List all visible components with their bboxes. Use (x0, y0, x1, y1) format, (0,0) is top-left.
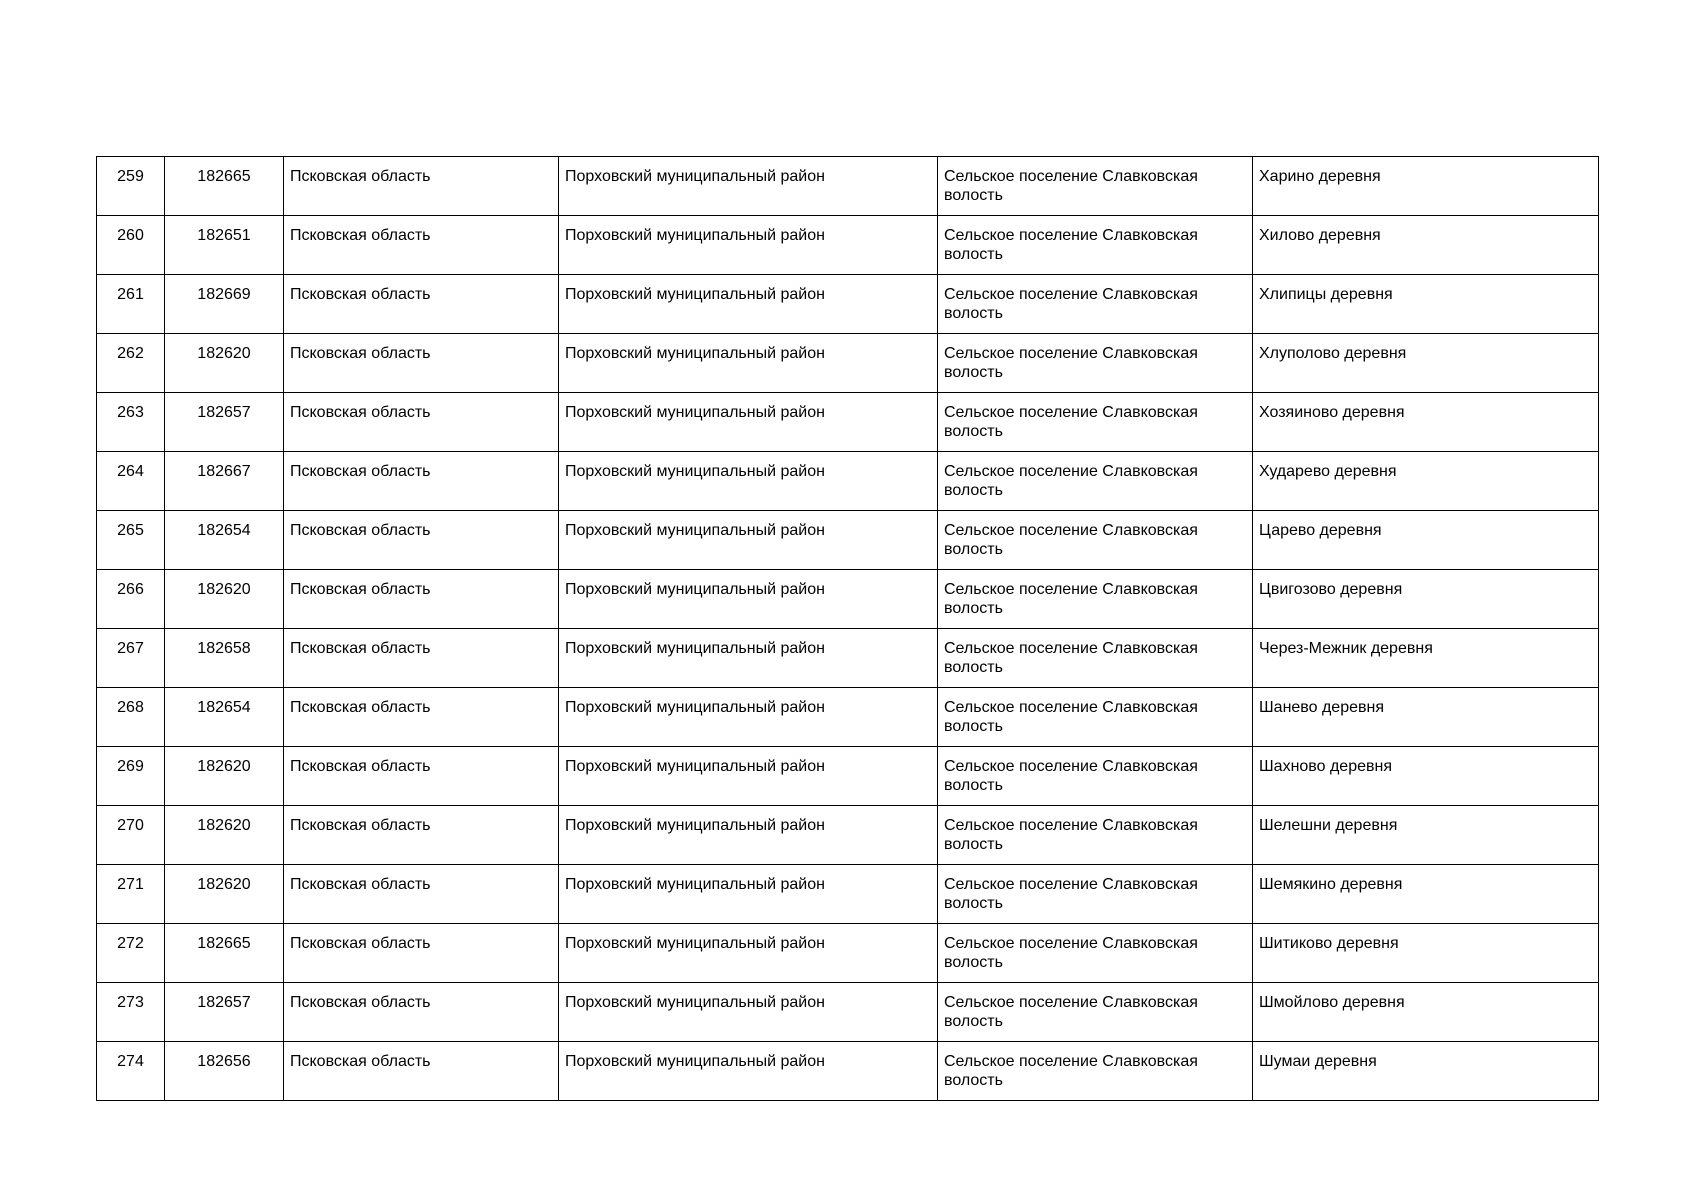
table-row (97, 629, 1599, 688)
postal-code-cell: 182620 (165, 865, 284, 924)
locality-cell: Хударево деревня (1253, 452, 1599, 511)
locality-cell: Шмойлово деревня (1253, 983, 1599, 1042)
row-number-cell: 274 (97, 1042, 165, 1101)
settlement-cell: Сельское поселение Славковская волость (938, 393, 1253, 452)
row-number-cell: 260 (97, 216, 165, 275)
district-cell: Порховский муниципальный район (559, 216, 938, 275)
locality-cell: Хозяиново деревня (1253, 393, 1599, 452)
settlement-cell: Сельское поселение Славковская волость (938, 216, 1253, 275)
settlement-cell: Сельское поселение Славковская волость (938, 275, 1253, 334)
district-cell: Порховский муниципальный район (559, 393, 938, 452)
settlement-cell: Сельское поселение Славковская волость (938, 570, 1253, 629)
settlement-cell: Сельское поселение Славковская волость (938, 924, 1253, 983)
table-row (97, 983, 1599, 1042)
row-number-cell: 272 (97, 924, 165, 983)
postal-code-cell: 182657 (165, 983, 284, 1042)
district-cell: Порховский муниципальный район (559, 924, 938, 983)
region-cell: Псковская область (284, 924, 559, 983)
row-number-cell: 265 (97, 511, 165, 570)
table-body (97, 157, 1599, 1101)
postal-code-cell: 182665 (165, 157, 284, 216)
row-number-cell: 270 (97, 806, 165, 865)
locality-cell: Шитиково деревня (1253, 924, 1599, 983)
locality-cell: Хилово деревня (1253, 216, 1599, 275)
district-cell: Порховский муниципальный район (559, 157, 938, 216)
region-cell: Псковская область (284, 157, 559, 216)
table-row (97, 688, 1599, 747)
settlement-cell: Сельское поселение Славковская волость (938, 629, 1253, 688)
locality-cell: Через-Межник деревня (1253, 629, 1599, 688)
settlement-cell: Сельское поселение Славковская волость (938, 865, 1253, 924)
locality-cell: Шелешни деревня (1253, 806, 1599, 865)
locality-cell: Шахново деревня (1253, 747, 1599, 806)
table-row (97, 334, 1599, 393)
settlements-table (96, 156, 1599, 1101)
row-number-cell: 268 (97, 688, 165, 747)
district-cell: Порховский муниципальный район (559, 570, 938, 629)
settlement-cell: Сельское поселение Славковская волость (938, 334, 1253, 393)
region-cell: Псковская область (284, 216, 559, 275)
district-cell: Порховский муниципальный район (559, 629, 938, 688)
district-cell: Порховский муниципальный район (559, 275, 938, 334)
table-row (97, 511, 1599, 570)
table-row (97, 157, 1599, 216)
postal-code-cell: 182657 (165, 393, 284, 452)
region-cell: Псковская область (284, 570, 559, 629)
settlement-cell: Сельское поселение Славковская волость (938, 1042, 1253, 1101)
row-number-cell: 269 (97, 747, 165, 806)
settlement-cell: Сельское поселение Славковская волость (938, 983, 1253, 1042)
district-cell: Порховский муниципальный район (559, 806, 938, 865)
district-cell: Порховский муниципальный район (559, 747, 938, 806)
row-number-cell: 273 (97, 983, 165, 1042)
table-row (97, 865, 1599, 924)
settlement-cell: Сельское поселение Славковская волость (938, 688, 1253, 747)
locality-cell: Шанево деревня (1253, 688, 1599, 747)
postal-code-cell: 182665 (165, 924, 284, 983)
settlement-cell: Сельское поселение Славковская волость (938, 511, 1253, 570)
settlement-cell: Сельское поселение Славковская волость (938, 452, 1253, 511)
region-cell: Псковская область (284, 511, 559, 570)
table-row (97, 747, 1599, 806)
table-row (97, 216, 1599, 275)
district-cell: Порховский муниципальный район (559, 452, 938, 511)
postal-code-cell: 182667 (165, 452, 284, 511)
region-cell: Псковская область (284, 393, 559, 452)
postal-code-cell: 182669 (165, 275, 284, 334)
region-cell: Псковская область (284, 452, 559, 511)
table-row (97, 1042, 1599, 1101)
table-row (97, 452, 1599, 511)
row-number-cell: 266 (97, 570, 165, 629)
postal-code-cell: 182620 (165, 334, 284, 393)
district-cell: Порховский муниципальный район (559, 511, 938, 570)
row-number-cell: 263 (97, 393, 165, 452)
postal-code-cell: 182654 (165, 688, 284, 747)
postal-code-cell: 182658 (165, 629, 284, 688)
table-row (97, 570, 1599, 629)
table-row (97, 806, 1599, 865)
settlement-cell: Сельское поселение Славковская волость (938, 157, 1253, 216)
region-cell: Псковская область (284, 275, 559, 334)
table-row (97, 924, 1599, 983)
locality-cell: Шемякино деревня (1253, 865, 1599, 924)
postal-code-cell: 182654 (165, 511, 284, 570)
postal-code-cell: 182620 (165, 747, 284, 806)
locality-cell: Хлуполово деревня (1253, 334, 1599, 393)
region-cell: Псковская область (284, 865, 559, 924)
region-cell: Псковская область (284, 806, 559, 865)
region-cell: Псковская область (284, 747, 559, 806)
region-cell: Псковская область (284, 334, 559, 393)
postal-code-cell: 182620 (165, 806, 284, 865)
region-cell: Псковская область (284, 983, 559, 1042)
district-cell: Порховский муниципальный район (559, 983, 938, 1042)
postal-code-cell: 182656 (165, 1042, 284, 1101)
postal-code-cell: 182651 (165, 216, 284, 275)
locality-cell: Цвигозово деревня (1253, 570, 1599, 629)
locality-cell: Хлипицы деревня (1253, 275, 1599, 334)
postal-code-cell: 182620 (165, 570, 284, 629)
locality-cell: Шумаи деревня (1253, 1042, 1599, 1101)
district-cell: Порховский муниципальный район (559, 688, 938, 747)
row-number-cell: 262 (97, 334, 165, 393)
district-cell: Порховский муниципальный район (559, 334, 938, 393)
locality-cell: Царево деревня (1253, 511, 1599, 570)
row-number-cell: 271 (97, 865, 165, 924)
table-row (97, 393, 1599, 452)
region-cell: Псковская область (284, 1042, 559, 1101)
row-number-cell: 259 (97, 157, 165, 216)
row-number-cell: 261 (97, 275, 165, 334)
district-cell: Порховский муниципальный район (559, 865, 938, 924)
table-row (97, 275, 1599, 334)
row-number-cell: 264 (97, 452, 165, 511)
row-number-cell: 267 (97, 629, 165, 688)
district-cell: Порховский муниципальный район (559, 1042, 938, 1101)
region-cell: Псковская область (284, 629, 559, 688)
settlement-cell: Сельское поселение Славковская волость (938, 747, 1253, 806)
region-cell: Псковская область (284, 688, 559, 747)
locality-cell: Харино деревня (1253, 157, 1599, 216)
settlement-cell: Сельское поселение Славковская волость (938, 806, 1253, 865)
